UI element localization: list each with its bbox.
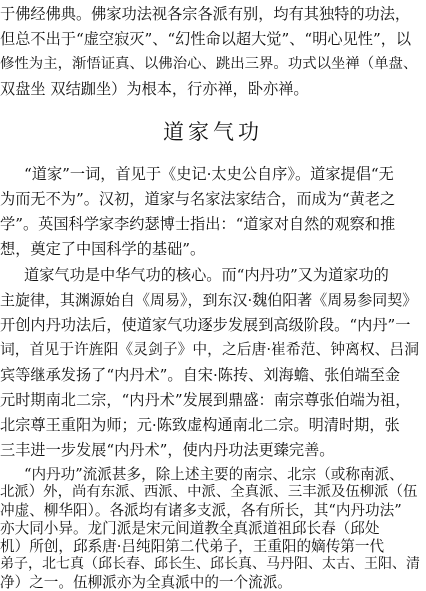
text-line: 元时期南北二宗，“内丹术”发展到鼎盛：南宗尊张伯端为祖， bbox=[0, 391, 411, 409]
text-line: 道家气功是中华气功的核心。而“内丹功”又为道家功的 bbox=[24, 266, 389, 284]
text-line: 词，首见于许旌阳《灵剑子》中，之后唐·崔希范、钟离权、吕洞 bbox=[0, 341, 420, 358]
text-line: 三丰进一步发展“内丹术”，使内丹功法更臻完善。 bbox=[0, 441, 335, 459]
text-line: 弟子，北七真（邱长春、邱长生、邱长真、马丹阳、太古、王阳、清 bbox=[0, 556, 420, 572]
text-line: 宾等继承发扬了“内丹术”。自宋·陈抟、刘海蟾、张伯端至金 bbox=[0, 366, 401, 384]
text-line: 机）所创，邱系唐·吕纯阳第二代弟子，王重阳的嫡传第一代 bbox=[0, 538, 385, 555]
text-line: 学”。英国科学家李约瑟博士指出：“道家对自然的观察和推 bbox=[0, 215, 396, 233]
text-line: 双盘坐 双结跏坐）为根本，行亦禅，卧亦禅。 bbox=[0, 80, 309, 98]
text-line: 净）之一。伍柳派亦为全真派中的一个流派。 bbox=[0, 574, 292, 591]
text-line: 北派）外，尚有东派、西派、中派、全真派、三丰派及伍柳派（伍 bbox=[0, 484, 418, 500]
text-line: 主旋律，其渊源始自《周易》，到东汉·魏伯阳著《周易参同契》 bbox=[0, 291, 418, 309]
text-line: “内丹功”流派甚多，除上述主要的南宗、北宗（或称南派、 bbox=[24, 466, 404, 483]
text-line: 想，奠定了中国科学的基础”。 bbox=[0, 240, 206, 258]
text-line: 开创内丹功法后，使道家气功逐步发展到高级阶段。“内丹”一 bbox=[0, 316, 411, 334]
text-line: 但总不出于“虚空寂灭”、“幻性命以超大觉”、“明心见性”，以 bbox=[0, 30, 412, 48]
text-line: 北宗尊王重阳为师；元·陈致虚构通南北二宗。明清时期，张 bbox=[0, 416, 400, 434]
text-line: 冲虚、柳华阳）。各派均有诸多支派，各有所长，其“内丹功法” bbox=[0, 502, 402, 519]
text-line: 修性为主，渐悟证真、以佛治心、跳出三界。功式以坐禅（单盘、 bbox=[0, 56, 418, 72]
text-line: 亦大同小异。龙门派是宋元间道教全真派道祖邱长春（邱处 bbox=[0, 520, 380, 537]
text-line: 为而无不为”。汉初，道家与名家法家结合，而成为“黄老之 bbox=[0, 190, 396, 208]
section-title: 道家气功 bbox=[163, 120, 263, 144]
text-line: 于佛经佛典。佛家功法视各宗各派有别，均有其独特的功法， bbox=[0, 5, 411, 23]
text-line: “道家”一词，首见于《史记·太史公自序》。道家提倡“无 bbox=[24, 165, 394, 183]
